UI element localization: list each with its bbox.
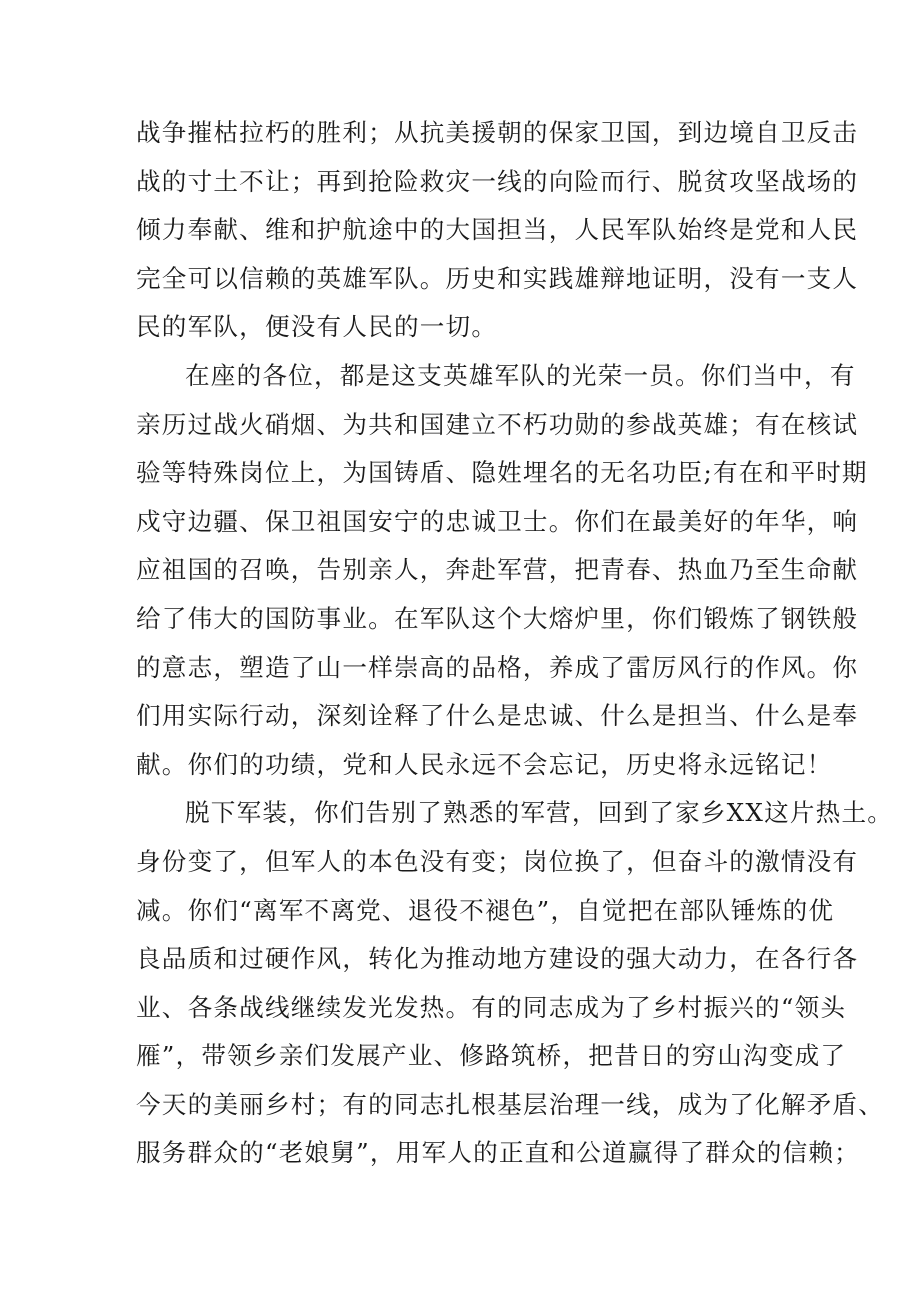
paragraph-3-line-4: 良品质和过硬作风，转化为推动地方建设的强大动力，在各行各 xyxy=(136,944,859,974)
paragraph-3-line-3: 减。你们“离军不离党、退役不褪色”，自觉把在部队锤炼的优 xyxy=(136,895,835,925)
paragraph-3-line-7: 今天的美丽乡村；有的同志扎根基层治理一线，成为了化解矛盾、 xyxy=(136,1089,885,1119)
paragraph-3-line-6: 雁”，带领乡亲们发展产业、修路筑桥，把昔日的穷山沟变成了 xyxy=(136,1041,847,1071)
paragraph-2-line-9: 献。你们的功绩，党和人民永远不会忘记，历史将永远铭记！ xyxy=(136,749,833,779)
paragraph-2-line-6: 给了伟大的国防事业。在军队这个大熔炉里，你们锻炼了钢铁般 xyxy=(136,603,859,633)
paragraph-2-line-5: 应祖国的召唤，告别亲人，奔赴军营，把青春、热血乃至生命献 xyxy=(136,555,859,585)
paragraph-2-line-3: 验等特殊岗位上，为国铸盾、隐姓埋名的无名功臣;有在和平时期 xyxy=(136,458,868,488)
paragraph-1-line-2: 战的寸土不让；再到抢险救灾一线的向险而行、脱贫攻坚战场的 xyxy=(136,166,859,196)
paragraph-1-line-4: 完全可以信赖的英雄军队。历史和实践雄辩地证明，没有一支人 xyxy=(136,263,859,293)
paragraph-1-line-5: 民的军队，便没有人民的一切。 xyxy=(136,312,498,342)
paragraph-3-line-8: 服务群众的“老娘舅”，用军人的正直和公道赢得了群众的信赖； xyxy=(136,1138,860,1168)
paragraph-2-line-2: 亲历过战火硝烟、为共和国建立不朽功勋的参战英雄；有在核试 xyxy=(136,409,859,439)
paragraph-2-line-7: 的意志，塑造了山一样崇高的品格，养成了雷厉风行的作风。你 xyxy=(136,652,859,682)
paragraph-3-line-1: 脱下军装，你们告别了熟悉的军营，回到了家乡XX这片热土。 xyxy=(185,798,894,828)
paragraph-2-line-4: 戍守边疆、保卫祖国安宁的忠诚卫士。你们在最美好的年华，响 xyxy=(136,506,859,536)
document-body xyxy=(136,109,894,1178)
paragraph-1-line-1: 战争摧枯拉朽的胜利；从抗美援朝的保家卫国，到边境自卫反击 xyxy=(136,118,859,147)
paragraph-2-line-1: 在座的各位，都是这支英雄军队的光荣一员。你们当中，有 xyxy=(185,360,856,390)
paragraph-3-line-2: 身份变了，但军人的本色没有变；岗位换了，但奋斗的激情没有 xyxy=(136,846,859,876)
paragraph-2-line-8: 们用实际行动，深刻诠释了什么是忠诚、什么是担当、什么是奉 xyxy=(136,701,859,731)
paragraph-3-line-5: 业、各条战线继续发光发热。有的同志成为了乡村振兴的“领头 xyxy=(136,992,847,1022)
paragraph-1-line-3: 倾力奉献、维和护航途中的大国担当，人民军队始终是党和人民 xyxy=(136,215,859,245)
